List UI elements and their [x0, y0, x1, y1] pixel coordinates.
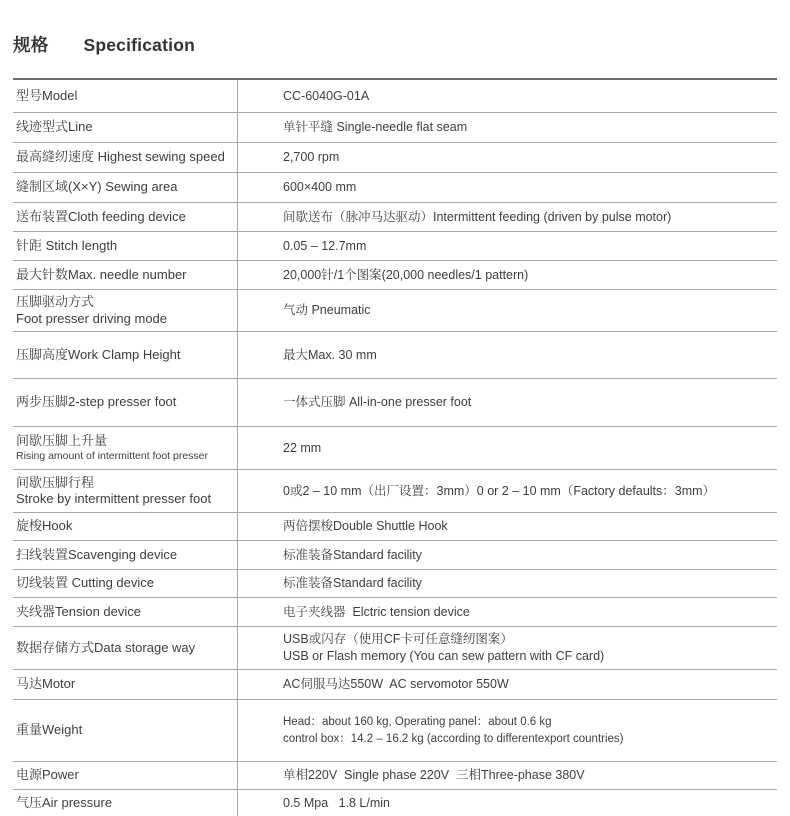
- page-title: [13, 32, 777, 57]
- spec-value-cell: [238, 332, 777, 378]
- page-title-en: Specification: [83, 35, 195, 55]
- spec-value-cell: [238, 598, 777, 626]
- page-title-zh: 规格: [13, 35, 49, 55]
- spec-value-line: 最大Max. 30 mm: [283, 347, 377, 362]
- spec-row: [13, 427, 777, 470]
- spec-row: [13, 80, 777, 113]
- spec-row: [13, 261, 777, 290]
- spec-row: [13, 598, 777, 627]
- spec-label-cell: [13, 173, 238, 202]
- spec-label-cell: [13, 627, 238, 669]
- spec-label-line: 型号Model: [16, 87, 78, 103]
- spec-row: [13, 790, 777, 816]
- spec-label-cell: [13, 232, 238, 260]
- spec-row: [13, 332, 777, 379]
- spec-value-cell: [238, 470, 777, 512]
- spec-label-line: Foot presser driving mode: [16, 310, 168, 326]
- spec-label-cell: [13, 513, 238, 540]
- spec-value-line: 600×400 mm: [283, 180, 357, 195]
- spec-label-line: 扫线装置Scavenging device: [16, 546, 178, 562]
- spec-row: [13, 470, 777, 513]
- spec-value-line: 一体式压脚 All-in-one presser foot: [283, 395, 472, 410]
- spec-value-line: 2,700 rpm: [283, 150, 340, 165]
- spec-row: [13, 570, 777, 598]
- spec-row: [13, 627, 777, 670]
- spec-value-cell: [238, 173, 777, 202]
- spec-value-cell: [238, 670, 777, 699]
- spec-label-cell: [13, 332, 238, 378]
- spec-value-cell: [238, 143, 777, 172]
- spec-value-line: USB或闪存（使用CF卡可任意缝纫图案）: [283, 632, 513, 646]
- spec-value-line: 0.05 – 12.7mm: [283, 238, 367, 253]
- spec-label-line: 最高缝纫速度 Highest sewing speed: [16, 149, 225, 165]
- spec-value-line: CC-6040G-01A: [283, 88, 370, 103]
- spec-value-cell: [238, 261, 777, 289]
- spec-row: [13, 113, 777, 143]
- spec-row: [13, 232, 777, 261]
- spec-label-cell: [13, 598, 238, 626]
- spec-label-cell: [13, 261, 238, 289]
- spec-label-cell: [13, 470, 238, 512]
- spec-value-line: 标准装备Standard facility: [283, 547, 422, 562]
- spec-value-line: 标准装备Standard facility: [283, 576, 422, 591]
- spec-value-cell: [238, 203, 777, 231]
- spec-value-line: 间歇送布（脉冲马达驱动）Intermittent feeding (driven by pulse motor): [283, 209, 672, 224]
- spec-label-cell: [13, 80, 238, 112]
- spec-value-line: 0或2 – 10 mm（出厂设置：3mm）0 or 2 – 10 mm（Factory defaults：3mm）: [283, 483, 716, 498]
- spec-label-line: 压脚高度Work Clamp Height: [16, 346, 181, 362]
- spec-label-cell: [13, 700, 238, 761]
- spec-label-line: 间歇压脚行程: [16, 474, 95, 490]
- spec-row: [13, 379, 777, 427]
- spec-value-cell: [238, 700, 777, 761]
- spec-value-cell: [238, 80, 777, 112]
- spec-label-line: 两步压脚2-step presser foot: [16, 394, 177, 410]
- spec-row: [13, 513, 777, 541]
- spec-value-cell: [238, 762, 777, 789]
- spec-value-line: 两倍摆梭Double Shuttle Hook: [283, 519, 448, 534]
- spec-label-line: 重量Weight: [16, 722, 83, 738]
- spec-value-cell: [238, 541, 777, 569]
- spec-value-line: 电子夹线器 Elctric tension device: [283, 604, 470, 619]
- spec-label-cell: [13, 203, 238, 231]
- spec-label-cell: [13, 541, 238, 569]
- spec-value-line: Head：about 160 kg, Operating panel：about 0.6 kg: [283, 715, 552, 728]
- spec-label-line: 间歇压脚上升量: [16, 433, 108, 449]
- spec-row: [13, 203, 777, 232]
- spec-value-line: 单针平缝 Single-needle flat seam: [283, 120, 468, 135]
- spec-value-cell: [238, 113, 777, 142]
- spec-label-cell: [13, 143, 238, 172]
- spec-value-cell: [238, 232, 777, 260]
- spec-row: [13, 762, 777, 790]
- spec-row: [13, 290, 777, 332]
- spec-label-line: 线迹型式Line: [16, 119, 93, 135]
- spec-label-line: 缝制区域(X×Y) Sewing area: [16, 179, 178, 195]
- spec-label-line: 数据存储方式Data storage way: [16, 639, 196, 655]
- spec-label-cell: [13, 762, 238, 789]
- spec-label-cell: [13, 113, 238, 142]
- spec-row: [13, 173, 777, 203]
- spec-label-line: 送布装置Cloth feeding device: [16, 208, 186, 224]
- spec-row: [13, 670, 777, 700]
- spec-value-cell: [238, 627, 777, 669]
- spec-label-line: 最大针数Max. needle number: [16, 266, 187, 282]
- spec-label-line: 气压Air pressure: [16, 795, 113, 811]
- spec-value-cell: [238, 379, 777, 426]
- spec-label-line: 压脚驱动方式: [16, 294, 95, 309]
- spec-table: [13, 78, 777, 816]
- spec-label-line: 夹线器Tension device: [16, 603, 141, 619]
- spec-value-cell: [238, 790, 777, 816]
- spec-value-line: AC伺服马达550W AC servomotor 550W: [283, 677, 509, 692]
- spec-value-line: 22 mm: [283, 440, 322, 455]
- spec-label-line: 电源Power: [16, 767, 79, 783]
- spec-label-cell: [13, 670, 238, 699]
- spec-row: [13, 143, 777, 173]
- spec-value-cell: [238, 513, 777, 540]
- spec-label-line: 马达Motor: [16, 676, 76, 692]
- spec-label-line: 旋梭Hook: [16, 518, 73, 534]
- spec-label-line: Rising amount of intermittent foot presser: [16, 449, 209, 462]
- spec-label-line: Stroke by intermittent presser foot: [16, 491, 212, 506]
- spec-label-cell: [13, 290, 238, 331]
- spec-value-cell: [238, 290, 777, 331]
- spec-label-cell: [13, 570, 238, 597]
- spec-value-cell: [238, 570, 777, 597]
- spec-value-line: 气动 Pneumatic: [283, 303, 371, 318]
- spec-label-cell: [13, 379, 238, 426]
- spec-value-cell: [238, 427, 777, 469]
- spec-value-line: 单相220V Single phase 220V 三相Three-phase 380V: [283, 768, 585, 783]
- spec-label-line: 针距 Stitch length: [16, 237, 118, 253]
- spec-row: [13, 700, 777, 762]
- spec-label-cell: [13, 790, 238, 816]
- spec-label-cell: [13, 427, 238, 469]
- spec-value-line: USB or Flash memory (You can sew pattern with CF card): [283, 649, 605, 663]
- spec-label-line: 切线装置 Cutting device: [16, 575, 154, 591]
- spec-value-line: 0.5 Mpa 1.8 L/min: [283, 796, 391, 811]
- spec-row: [13, 541, 777, 570]
- spec-value-line: 20,000针/1个图案(20,000 needles/1 pattern): [283, 267, 529, 282]
- spec-value-line: control box：14.2 – 16.2 kg (according to differentexport countries): [283, 732, 624, 745]
